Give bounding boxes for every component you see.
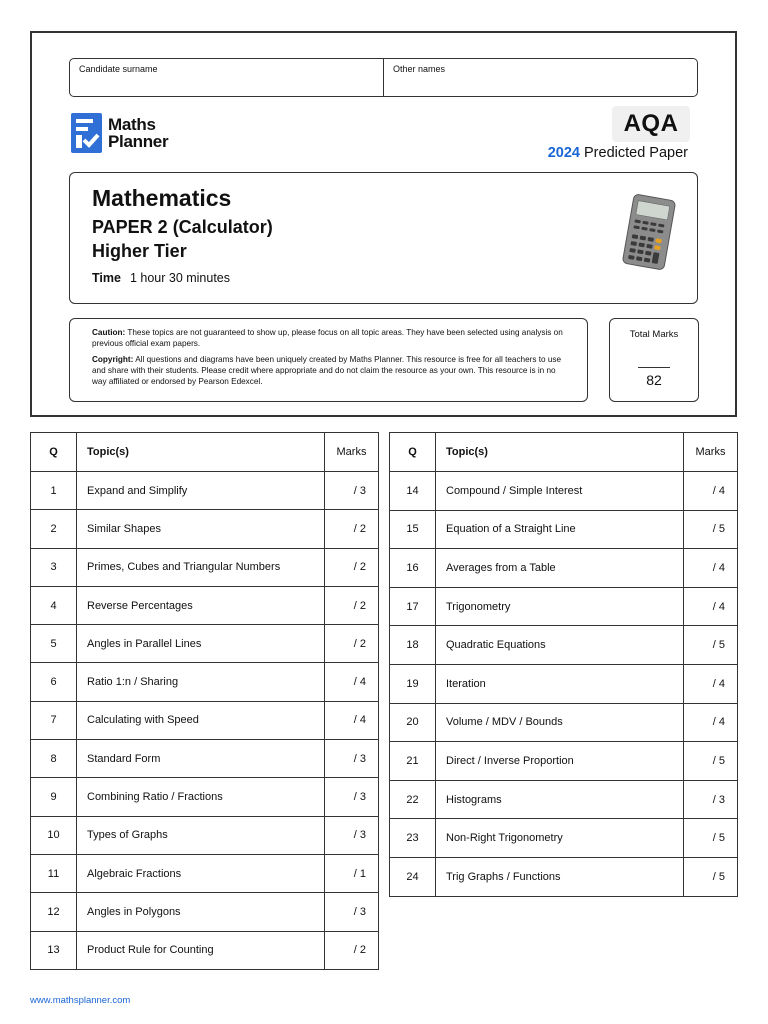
topic-name: Similar Shapes: [77, 510, 325, 548]
question-number: 11: [31, 854, 77, 892]
table-row: [390, 472, 738, 511]
caution-notice: [69, 318, 588, 402]
topic-name: Expand and Simplify: [77, 472, 325, 510]
table-row: [390, 819, 738, 858]
table-row: [31, 510, 379, 548]
question-number: 9: [31, 778, 77, 816]
footer-website-link[interactable]: www.mathsplanner.com: [30, 995, 131, 1006]
calculator-icon: [618, 193, 680, 271]
table-row: [31, 663, 379, 701]
question-number: 4: [31, 586, 77, 624]
predicted-year: 2024: [547, 145, 580, 161]
marks-value: / 4: [684, 703, 738, 742]
header-marks: Marks: [684, 433, 738, 472]
topic-name: Trig Graphs / Functions: [436, 857, 684, 896]
exam-board-badge: AQA: [612, 106, 690, 142]
table-row: [390, 780, 738, 819]
question-number: 12: [31, 893, 77, 931]
table-row: [390, 703, 738, 742]
time-value: 1 hour 30 minutes: [129, 271, 231, 285]
question-number: 22: [390, 780, 436, 819]
question-number: 10: [31, 816, 77, 854]
table-row: [31, 548, 379, 586]
topic-name: Combining Ratio / Fractions: [77, 778, 325, 816]
topic-name: Compound / Simple Interest: [436, 472, 684, 511]
caution-paragraph: [92, 327, 565, 349]
header-q: Q: [31, 433, 77, 472]
topic-name: Histograms: [436, 780, 684, 819]
other-names-label: Other names: [393, 64, 446, 74]
candidate-details-box: [69, 58, 698, 97]
question-number: 19: [390, 664, 436, 703]
topic-name: Equation of a Straight Line: [436, 510, 684, 549]
total-marks-box: [609, 318, 699, 402]
topic-name: Primes, Cubes and Triangular Numbers: [77, 548, 325, 586]
question-number: 14: [390, 472, 436, 511]
table-row: [31, 931, 379, 969]
topic-name: Trigonometry: [436, 587, 684, 626]
topic-name: Standard Form: [77, 740, 325, 778]
paper-name: PAPER 2 (Calculator): [92, 217, 273, 237]
candidate-surname-field[interactable]: [70, 59, 383, 96]
question-number: 5: [31, 625, 77, 663]
table-row: [390, 857, 738, 896]
topic-name: Types of Graphs: [77, 816, 325, 854]
marks-value: / 2: [325, 931, 379, 969]
table-row: [390, 549, 738, 588]
header-marks: Marks: [325, 433, 379, 472]
topics-table-right: [389, 432, 738, 897]
question-number: 13: [31, 931, 77, 969]
question-number: 1: [31, 472, 77, 510]
table-row: [31, 778, 379, 816]
question-number: 2: [31, 510, 77, 548]
topic-name: Angles in Parallel Lines: [77, 625, 325, 663]
topic-name: Volume / MDV / Bounds: [436, 703, 684, 742]
marks-value: / 3: [325, 778, 379, 816]
topic-name: Ratio 1:n / Sharing: [77, 663, 325, 701]
table-row: [31, 586, 379, 624]
maths-planner-logo: [71, 113, 168, 153]
caution-text: These topics are not guaranteed to show up, please focus on all topic areas. They have been selected using analysis on previous official exam papers.: [92, 328, 563, 348]
predicted-text: Predicted Paper: [584, 145, 688, 161]
marks-value: / 5: [684, 510, 738, 549]
total-marks-label: Total Marks: [629, 329, 679, 340]
table-row: [390, 510, 738, 549]
marks-value: / 5: [684, 819, 738, 858]
topic-name: Non-Right Trigonometry: [436, 819, 684, 858]
topic-name: Calculating with Speed: [77, 701, 325, 739]
marks-value: / 3: [325, 893, 379, 931]
paper-title-box: [69, 172, 698, 304]
topic-name: Product Rule for Counting: [77, 931, 325, 969]
marks-value: / 2: [325, 625, 379, 663]
marks-value: / 2: [325, 548, 379, 586]
table-row: [390, 742, 738, 781]
marks-value: / 2: [325, 586, 379, 624]
question-number: 24: [390, 857, 436, 896]
marks-value: / 1: [325, 854, 379, 892]
subject-title: Mathematics: [92, 185, 232, 211]
question-number: 6: [31, 663, 77, 701]
header-topics: Topic(s): [77, 433, 325, 472]
question-number: 16: [390, 549, 436, 588]
topic-name: Iteration: [436, 664, 684, 703]
table-header-row: [390, 433, 738, 472]
question-number: 17: [390, 587, 436, 626]
question-number: 15: [390, 510, 436, 549]
table-row: [31, 893, 379, 931]
table-row: [31, 625, 379, 663]
paper-time: [92, 271, 230, 285]
topic-name: Averages from a Table: [436, 549, 684, 588]
table-row: [31, 701, 379, 739]
header-topics: Topic(s): [436, 433, 684, 472]
table-row: [31, 854, 379, 892]
marks-value: / 4: [684, 549, 738, 588]
maths-planner-logo-icon: [71, 113, 102, 153]
paper-tier: Higher Tier: [92, 241, 187, 261]
marks-value: / 3: [325, 472, 379, 510]
topic-name: Direct / Inverse Proportion: [436, 742, 684, 781]
topic-name: Reverse Percentages: [77, 586, 325, 624]
marks-value: / 5: [684, 626, 738, 665]
marks-value: / 4: [325, 663, 379, 701]
copyright-text: All questions and diagrams have been uniquely created by Maths Planner. This resource is free for all teachers to use and share with their students. Please credit where appropriate and do not claim the resource as your own. This resource is in no way affiliated or endorsed by Pearson Edexcel.: [92, 355, 562, 386]
header-q: Q: [390, 433, 436, 472]
marks-value: / 4: [684, 472, 738, 511]
table-row: [31, 740, 379, 778]
predicted-paper-label: [548, 145, 688, 161]
marks-value: / 3: [325, 816, 379, 854]
topic-name: Algebraic Fractions: [77, 854, 325, 892]
table-row: [31, 816, 379, 854]
marks-value: / 3: [684, 780, 738, 819]
copyright-paragraph: [92, 354, 565, 387]
question-number: 21: [390, 742, 436, 781]
marks-value: / 4: [325, 701, 379, 739]
logo-text-line2: Planner: [108, 132, 169, 151]
copyright-label: Copyright:: [92, 355, 134, 364]
question-number: 23: [390, 819, 436, 858]
question-number: 7: [31, 701, 77, 739]
question-number: 3: [31, 548, 77, 586]
marks-value: / 2: [325, 510, 379, 548]
marks-value: / 5: [684, 742, 738, 781]
table-row: [390, 626, 738, 665]
marks-value: / 3: [325, 740, 379, 778]
marks-value: / 4: [684, 664, 738, 703]
marks-value: / 5: [684, 857, 738, 896]
question-number: 8: [31, 740, 77, 778]
question-number: 18: [390, 626, 436, 665]
candidate-surname-label: Candidate surname: [79, 64, 158, 74]
table-row: [390, 664, 738, 703]
total-marks-divider: [638, 367, 670, 368]
table-row: [390, 587, 738, 626]
table-header-row: [31, 433, 379, 472]
total-marks-value: 82: [646, 372, 662, 388]
time-label: Time: [92, 271, 121, 285]
other-names-field[interactable]: [383, 59, 697, 96]
topics-table-left: [30, 432, 379, 970]
topic-name: Quadratic Equations: [436, 626, 684, 665]
logo-text-line1: Maths: [108, 115, 156, 134]
caution-label: Caution:: [92, 328, 126, 337]
topic-name: Angles in Polygons: [77, 893, 325, 931]
table-row: [31, 472, 379, 510]
marks-value: / 4: [684, 587, 738, 626]
question-number: 20: [390, 703, 436, 742]
